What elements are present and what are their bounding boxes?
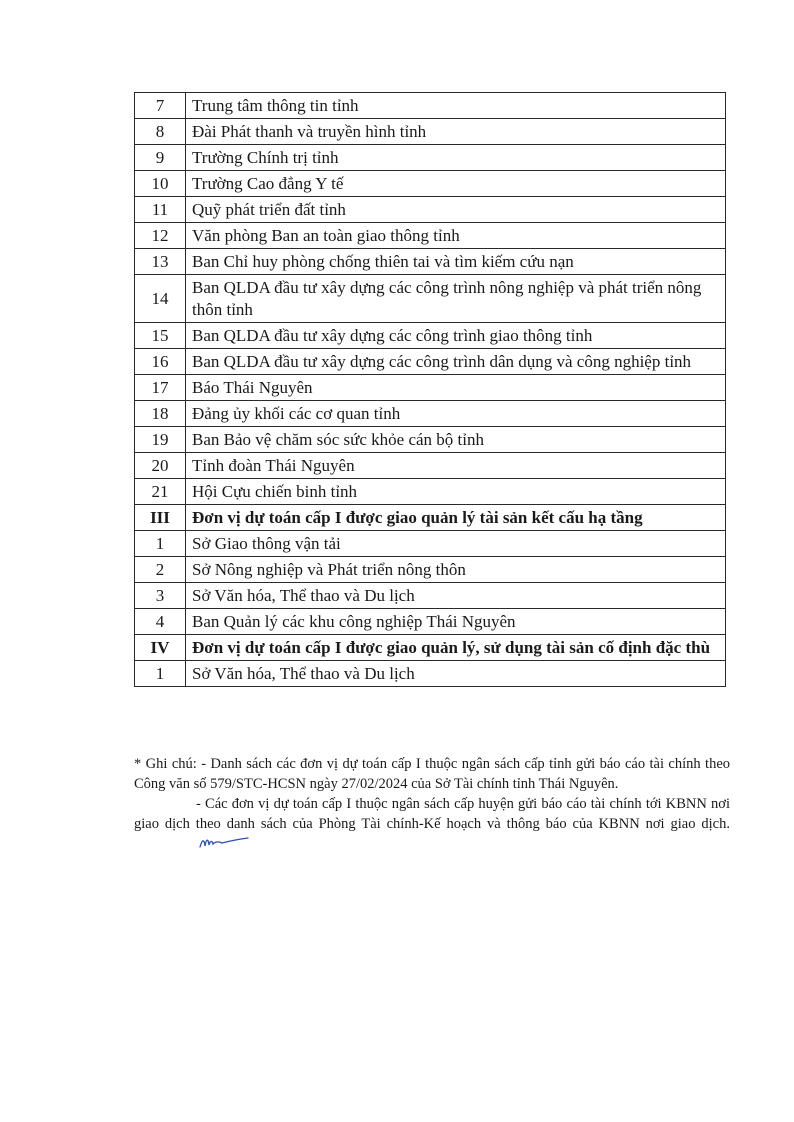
row-number: 3 xyxy=(135,583,186,609)
note-2 xyxy=(134,794,730,858)
row-number: 21 xyxy=(135,479,186,505)
row-number: 17 xyxy=(135,375,186,401)
unit-name: Trung tâm thông tin tỉnh xyxy=(186,93,726,119)
table-row xyxy=(135,171,726,197)
row-number: III xyxy=(135,505,186,531)
table-row xyxy=(135,93,726,119)
row-number: 10 xyxy=(135,171,186,197)
row-number: 2 xyxy=(135,557,186,583)
unit-name: Tỉnh đoàn Thái Nguyên xyxy=(186,453,726,479)
table-row xyxy=(135,249,726,275)
table-row xyxy=(135,349,726,375)
unit-name: Sở Giao thông vận tải xyxy=(186,531,726,557)
unit-name: Báo Thái Nguyên xyxy=(186,375,726,401)
unit-name: Ban Chỉ huy phòng chống thiên tai và tìm kiếm cứu nạn xyxy=(186,249,726,275)
row-number: 9 xyxy=(135,145,186,171)
row-number: 11 xyxy=(135,197,186,223)
row-number: 20 xyxy=(135,453,186,479)
table-row xyxy=(135,223,726,249)
unit-name: Sở Nông nghiệp và Phát triển nông thôn xyxy=(186,557,726,583)
signature-icon xyxy=(198,834,250,852)
table-row xyxy=(135,531,726,557)
unit-name: Ban Bảo vệ chăm sóc sức khỏe cán bộ tỉnh xyxy=(186,427,726,453)
table-row xyxy=(135,275,726,323)
table-row xyxy=(135,427,726,453)
table-row xyxy=(135,375,726,401)
row-number: IV xyxy=(135,635,186,661)
row-number: 7 xyxy=(135,93,186,119)
table-row xyxy=(135,197,726,223)
unit-name: Trường Chính trị tỉnh xyxy=(186,145,726,171)
unit-name: Sở Văn hóa, Thể thao và Du lịch xyxy=(186,661,726,687)
units-table-body xyxy=(135,93,726,687)
table-row xyxy=(135,661,726,687)
row-number: 13 xyxy=(135,249,186,275)
unit-name: Ban Quản lý các khu công nghiệp Thái Nguyên xyxy=(186,609,726,635)
note-1: * Ghi chú: - Danh sách các đơn vị dự toán cấp I thuộc ngân sách cấp tỉnh gửi báo cáo tài chính theo Công văn số 579/STC-HCSN ngày 27/02/2024 của Sở Tài chính tỉnh Thái Nguyên. xyxy=(134,756,730,792)
row-number: 19 xyxy=(135,427,186,453)
row-number: 1 xyxy=(135,531,186,557)
unit-name: Hội Cựu chiến binh tỉnh xyxy=(186,479,726,505)
row-number: 4 xyxy=(135,609,186,635)
row-number: 16 xyxy=(135,349,186,375)
table-row xyxy=(135,609,726,635)
table-row xyxy=(135,453,726,479)
unit-name: Ban QLDA đầu tư xây dựng các công trình giao thông tỉnh xyxy=(186,323,726,349)
row-number: 14 xyxy=(135,275,186,323)
row-number: 1 xyxy=(135,661,186,687)
unit-name: Văn phòng Ban an toàn giao thông tỉnh xyxy=(186,223,726,249)
row-number: 12 xyxy=(135,223,186,249)
unit-name: Ban QLDA đầu tư xây dựng các công trình dân dụng và công nghiệp tỉnh xyxy=(186,349,726,375)
unit-name: Đảng ủy khối các cơ quan tỉnh xyxy=(186,401,726,427)
row-number: 18 xyxy=(135,401,186,427)
note-2-text: - Các đơn vị dự toán cấp I thuộc ngân sách cấp huyện gửi báo cáo tài chính tới KBNN nơi giao dịch theo danh sách của Phòng Tài chính-Kế hoạch và thông báo của KBNN nơi giao dịch. xyxy=(134,796,730,832)
unit-name: Đài Phát thanh và truyền hình tỉnh xyxy=(186,119,726,145)
table-row xyxy=(135,557,726,583)
unit-name: Trường Cao đẳng Y tế xyxy=(186,171,726,197)
unit-name: Ban QLDA đầu tư xây dựng các công trình nông nghiệp và phát triển nông thôn tỉnh xyxy=(186,275,726,323)
row-number: 8 xyxy=(135,119,186,145)
notes-block xyxy=(134,754,730,858)
unit-name: Sở Văn hóa, Thể thao và Du lịch xyxy=(186,583,726,609)
table-row xyxy=(135,145,726,171)
section-row xyxy=(135,635,726,661)
table-row xyxy=(135,479,726,505)
signature-mark xyxy=(136,834,250,858)
table-row xyxy=(135,119,726,145)
unit-name: Đơn vị dự toán cấp I được giao quản lý, sử dụng tài sản cố định đặc thù xyxy=(186,635,726,661)
row-number: 15 xyxy=(135,323,186,349)
section-row xyxy=(135,505,726,531)
table-row xyxy=(135,401,726,427)
table-row xyxy=(135,583,726,609)
table-row xyxy=(135,323,726,349)
unit-name: Quỹ phát triển đất tỉnh xyxy=(186,197,726,223)
unit-name: Đơn vị dự toán cấp I được giao quản lý tài sản kết cấu hạ tầng xyxy=(186,505,726,531)
units-table xyxy=(134,92,726,687)
